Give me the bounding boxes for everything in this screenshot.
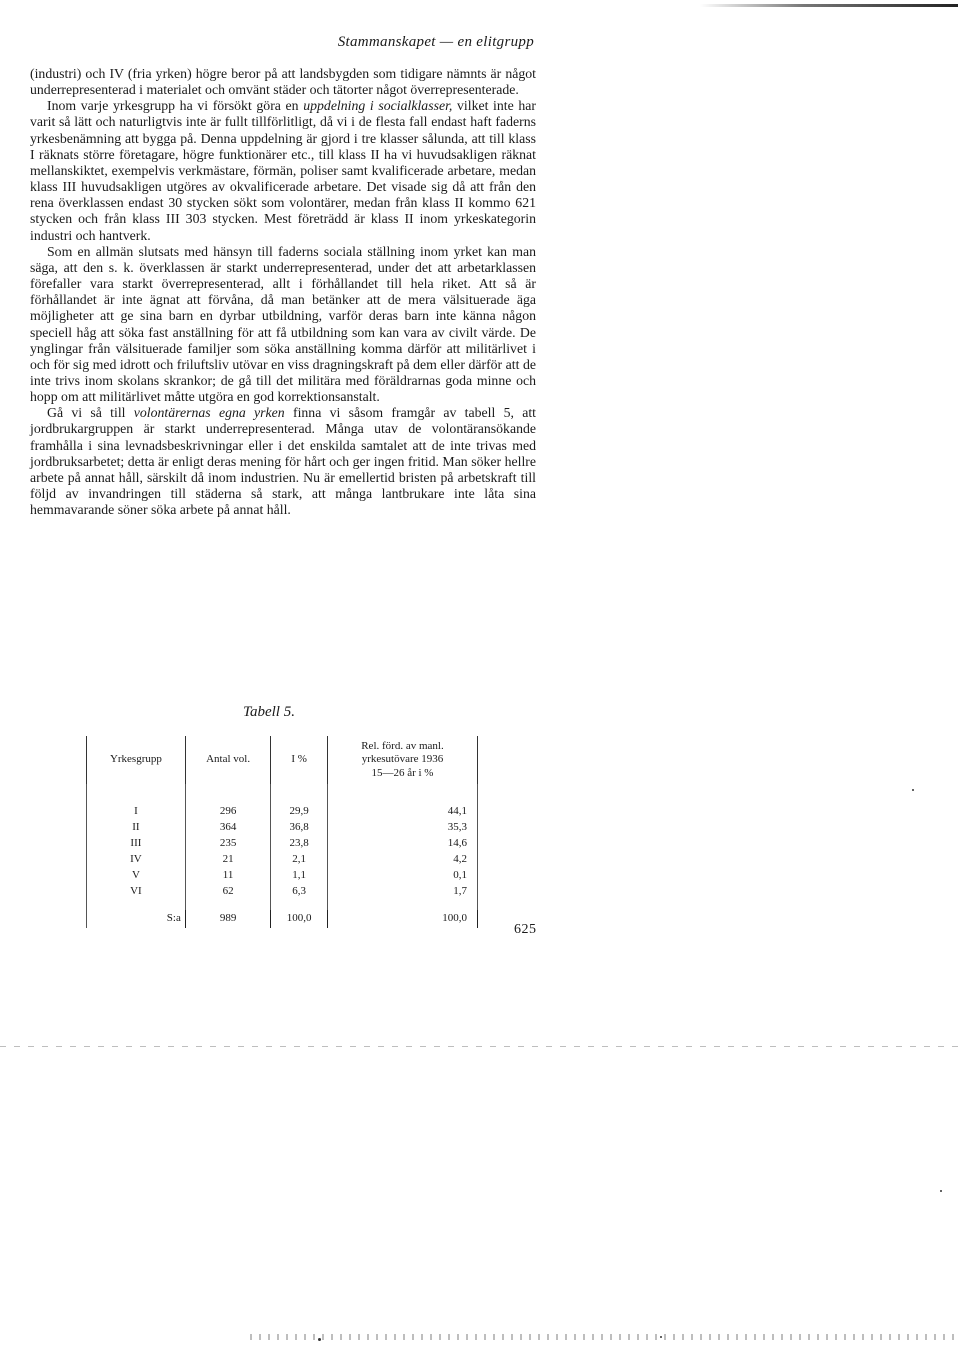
cell-group: VI — [87, 884, 186, 900]
table-spacer-row — [87, 784, 478, 804]
cell-percent: 29,9 — [271, 804, 328, 820]
cell-reference: 4,2 — [327, 852, 477, 868]
cell-reference: 44,1 — [327, 804, 477, 820]
header-reference-line-2: yrkesutövare 1936 — [361, 753, 444, 766]
cell-percent: 23,8 — [271, 836, 328, 852]
paragraph-2-rest: vilket inte har varit så lätt och naturligtvis inte är fullt tillförlitligt, då vi i de flesta fall endast haft faderns yrkesbenämning att bygga på. Denna uppdelning är gjord i tre klasser sålunda, att till klass I räknats större företagare, högre funktionärer etc., till klass II ha vi huvudsakligen räknat mellanskiktet, exempelvis verkmästare, förmän, poliser samt kvalificerade arbetare, medan klass III huvudsakligen utgöres av okvalificerade arbetare. Det visade sig då att från den rena överklassen endast 30 stycken sökt som volontärer, medan från klass II kommo 621 stycken och från klass III 303 stycken. Mest företrädd är klass II inom yrkeskategorin industri och hantverk. — [30, 98, 536, 243]
cell-count: 62 — [185, 884, 271, 900]
cell-count: 11 — [185, 868, 271, 884]
table-row — [87, 868, 478, 884]
header-percent: I % — [271, 736, 328, 784]
cell-percent: 1,1 — [271, 868, 328, 884]
running-header: Stammanskapet — en elitgrupp — [337, 34, 534, 50]
cell-percent: 6,3 — [271, 884, 328, 900]
cell-group: III — [87, 836, 186, 852]
page-number: 625 — [514, 922, 537, 937]
cell-total-label: S:a — [87, 910, 186, 928]
cell-group: V — [87, 868, 186, 884]
cell-reference: 14,6 — [327, 836, 477, 852]
cell-count: 296 — [185, 804, 271, 820]
table-row — [87, 852, 478, 868]
occupation-table — [86, 736, 478, 928]
cell-reference: 1,7 — [327, 884, 477, 900]
table-row — [87, 884, 478, 900]
cell-count: 235 — [185, 836, 271, 852]
cell-count: 364 — [185, 820, 271, 836]
paragraph-4-lead: Gå vi så till — [47, 405, 134, 421]
body-text — [30, 66, 536, 518]
paragraph-4-rest: finna vi såsom framgår av tabell 5, att jordbrukargruppen är starkt underrepresenterad. Många utav de volontäransökande framhålla i sina levnadsbeskrivningar eller i det enskilda samtalet att de inte trivas med jordbruksarbetet; detta är enligt deras mening för hårt och ger ingen fritid. Man söker hellre arbete på annat håll, särskilt då inom industrien. Nu är emellertid bristen på arbetskraft till följd av invandringen till städerna så stark, att många lantbrukare inte låta sina hemmavarande söner söka arbete på annat håll. — [30, 405, 536, 518]
paragraph-4 — [30, 405, 536, 518]
paragraph-2-lead: Inom varje yrkesgrupp ha vi försökt göra en — [47, 98, 304, 114]
header-reference-line-1: Rel. förd. av manl. — [361, 739, 444, 752]
cell-group: II — [87, 820, 186, 836]
cell-reference: 35,3 — [327, 820, 477, 836]
header-group: Yrkesgrupp — [87, 736, 186, 784]
scan-edge-line — [0, 1046, 960, 1047]
header-count: Antal vol. — [185, 736, 271, 784]
header-reference-line-3: 15—26 år i % — [371, 766, 434, 779]
header-reference — [327, 736, 477, 784]
cell-percent: 2,1 — [271, 852, 328, 868]
cell-total-reference: 100,0 — [327, 910, 477, 928]
table-row — [87, 836, 478, 852]
cell-group: IV — [87, 852, 186, 868]
table-total-row — [87, 910, 478, 928]
paragraph-4-emphasis: volontärernas egna yrken — [133, 405, 285, 421]
cell-total-count: 989 — [185, 910, 271, 928]
table-caption: Tabell 5. — [243, 704, 295, 720]
paragraph-1: (industri) och IV (fria yrken) högre beror på att landsbygden som tidigare nämnts är något underrepresenterad i materialet och omvänt städer och tätorter något överrepresenterade. — [30, 66, 536, 98]
table-row — [87, 804, 478, 820]
scan-bleed-through — [250, 1334, 960, 1340]
cell-group: I — [87, 804, 186, 820]
table-header-row — [87, 736, 478, 784]
paragraph-2 — [30, 98, 536, 243]
cell-count: 21 — [185, 852, 271, 868]
table-spacer-row — [87, 900, 478, 910]
cell-total-percent: 100,0 — [271, 910, 328, 928]
scan-speck — [912, 789, 914, 791]
table-row — [87, 820, 478, 836]
scan-speck — [940, 1190, 942, 1192]
cell-percent: 36,8 — [271, 820, 328, 836]
cell-reference: 0,1 — [327, 868, 477, 884]
paragraph-2-emphasis: uppdelning i socialklasser, — [303, 98, 453, 114]
top-edge-rule — [700, 4, 958, 7]
paragraph-3: Som en allmän slutsats med hänsyn till faderns sociala ställning inom yrket kan man säga, att den s. k. överklassen är starkt underrepresenterad, under det att arbetarklassen förefaller vara starkt överrepresenterad, allt i förhållandet till hela riket. Att så är förhållandet är inte ägnat att förvåna, då man betänker att de mera välsituerade äga möjligheter att ge sina barn en dyrbar utbildning, varför deras barn inte känna någon speciell håg att söka fast anställning för att få utbildning som kan vara av civilt värde. De ynglingar från välsituerade familjer som söka anställning komma därför att militärlivet i och för sig med idrott och friluftsliv utövar en viss dragningskraft på dem eller därför att de inte trivs inom skolans skrankor; de gå till det militära med föräldrarnas goda minne och hopp om att militärlivet måtte utgöra en god korrektionsanstalt. — [30, 243, 536, 405]
